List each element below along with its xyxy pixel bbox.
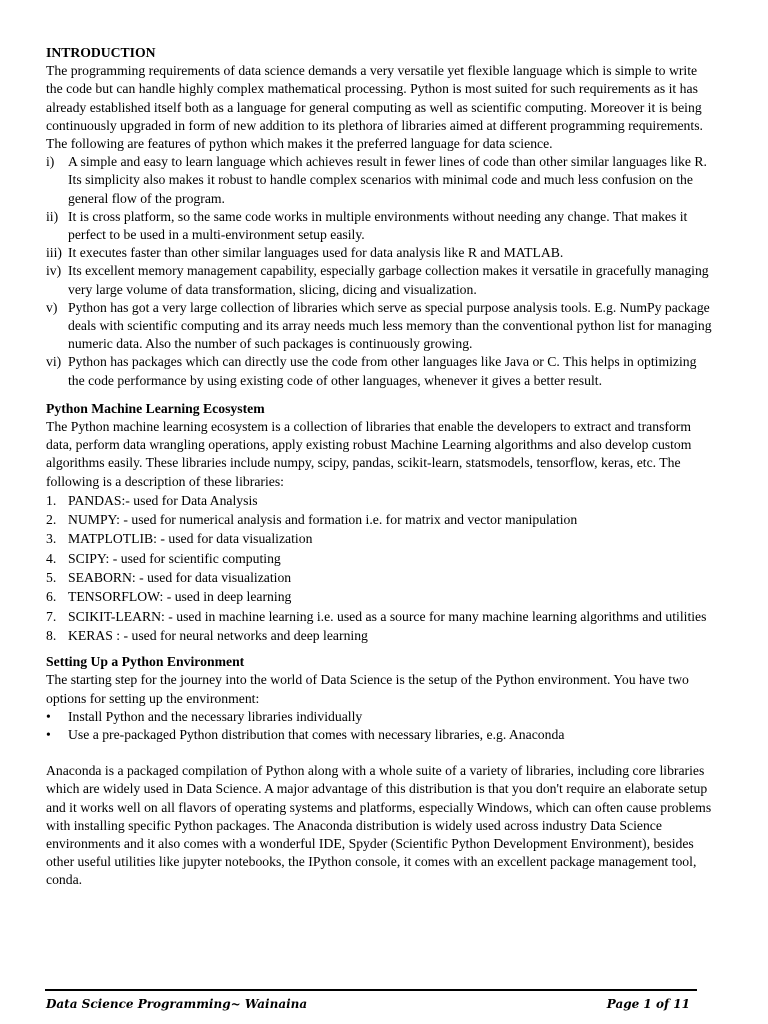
list-item bbox=[46, 244, 712, 262]
list-marker: iii) bbox=[46, 245, 62, 261]
list-item bbox=[46, 153, 712, 208]
footer-divider bbox=[45, 989, 697, 991]
page-number: Page 1 of 11 bbox=[606, 997, 690, 1011]
intro-paragraph: The programming requirements of data science demands a very versatile yet flexible language which is simple to write the code but can handle highly complex mathematical processing. Python is most suited for such requirements as it has already established itself both as a language for general computing as well as scientific computing. Moreover it is being continuously upgraded in form of new addition to its plethora of libraries aimed at different programming requirements. The following are features of python which makes it the preferred language for data science. bbox=[46, 63, 703, 152]
list-item bbox=[46, 208, 712, 244]
list-item-text: MATPLOTLIB: - used for data visualization bbox=[68, 531, 313, 547]
list-item-text: A simple and easy to learn language which achieves result in fewer lines of code than other similar languages like R. Its simplicity also makes it robust to handle complex scenarios with minimal code and much less confusion on the general flow of the program. bbox=[68, 154, 707, 206]
list-item-text: SCIKIT-LEARN: - used in machine learning i.e. used as a source for many machine learning algorithms and utilities bbox=[68, 608, 707, 624]
list-item bbox=[46, 510, 712, 529]
list-marker: 1. bbox=[46, 492, 57, 508]
footer-title: Data Science Programming~ Wainaina bbox=[46, 997, 308, 1011]
list-item bbox=[46, 262, 712, 298]
list-marker: 8. bbox=[46, 627, 57, 643]
list-item-text: PANDAS:- used for Data Analysis bbox=[68, 492, 258, 508]
intro-heading: INTRODUCTION bbox=[46, 45, 156, 60]
features-list bbox=[46, 153, 712, 390]
list-item bbox=[46, 299, 712, 354]
list-item-text: Use a pre-packaged Python distribution that comes with necessary libraries, e.g. Anaconda bbox=[68, 727, 565, 743]
list-item-text: Python has got a very large collection of libraries which serve as special purpose analysis tools. E.g. NumPy package deals with scientific computing and its array needs much less memory than the conventional python list for managing numeric data. Also the number of such packages is continuously growing. bbox=[68, 299, 712, 352]
list-item bbox=[46, 726, 712, 744]
ecosystem-heading: Python Machine Learning Ecosystem bbox=[46, 400, 265, 416]
anaconda-paragraph: Anaconda is a packaged compilation of Python along with a whole suite of a variety of libraries, including core libraries which are widely used in Data Science. A major advantage of this distribution is that you don't require an elaborate setup and it works well on all flavors of operating systems and platforms, especially Windows, which can often cause problems with installing specific Python packages. The Anaconda distribution is widely used across industry Data Science environments and it also comes with a wonderful IDE, Spyder (Scientific Python Development Environment), besides other useful utilities like jupyter notebooks, the IPython console, it comes with an excellent package management tool, conda. bbox=[46, 763, 712, 888]
list-marker: 5. bbox=[46, 570, 57, 586]
list-item-text: SEABORN: - used for data visualization bbox=[68, 570, 292, 586]
list-item-text: Python has packages which can directly use the code from other languages like Java or C. This helps in optimizing the code performance by using existing code of other languages, whenever it gives a better result. bbox=[68, 354, 697, 388]
document-body bbox=[46, 44, 712, 890]
list-marker: 6. bbox=[46, 589, 57, 605]
list-marker: vi) bbox=[46, 354, 62, 370]
setup-options-list bbox=[46, 708, 712, 744]
list-item-text: Install Python and the necessary libraries individually bbox=[68, 708, 363, 724]
list-item-text: SCIPY: - used for scientific computing bbox=[68, 550, 281, 566]
list-item bbox=[46, 708, 712, 726]
list-item bbox=[46, 491, 712, 510]
list-item-text: Its excellent memory management capability, especially garbage collection makes it versatile in gracefully managing very large volume of data transformation, slicing, dicing and visualization. bbox=[68, 263, 709, 297]
list-item-text: TENSORFLOW: - used in deep learning bbox=[68, 589, 292, 605]
setup-heading: Setting Up a Python Environment bbox=[46, 654, 245, 670]
list-item bbox=[46, 353, 712, 389]
setup-paragraph: The starting step for the journey into the world of Data Science is the setup of the Python environment. You have two options for setting up the environment: bbox=[46, 672, 689, 706]
list-item-text: It executes faster than other similar languages used for data analysis like R and MATLAB. bbox=[68, 245, 564, 261]
ecosystem-paragraph: The Python machine learning ecosystem is a collection of libraries that enable the developers to extract and transform data, perform data wrangling operations, apply existing robust Machine Learning algorithms and also develop custom algorithms easily. These libraries include numpy, scipy, pandas, scikit-learn, statsmodels, tensorflow, keras, etc. The following is a description of these libraries: bbox=[46, 419, 692, 489]
list-item bbox=[46, 587, 712, 606]
list-marker: 2. bbox=[46, 512, 57, 528]
list-item-text: It is cross platform, so the same code works in multiple environments without needing any change. That makes it perfect to be used in a multi-environment setup easily. bbox=[68, 208, 688, 243]
list-marker: i) bbox=[46, 154, 55, 170]
list-item-text: NUMPY: - used for numerical analysis and formation i.e. for matrix and vector manipulation bbox=[68, 512, 578, 528]
bullet-icon: • bbox=[46, 727, 51, 743]
list-item bbox=[46, 529, 712, 548]
list-item bbox=[46, 568, 712, 587]
list-item bbox=[46, 626, 712, 645]
list-marker: ii) bbox=[46, 208, 59, 224]
list-item-text: KERAS : - used for neural networks and deep learning bbox=[68, 627, 368, 643]
libraries-list bbox=[46, 491, 712, 645]
list-marker: 3. bbox=[46, 531, 57, 547]
list-item bbox=[46, 549, 712, 568]
list-marker: 4. bbox=[46, 550, 57, 566]
list-marker: iv) bbox=[46, 263, 62, 279]
list-item bbox=[46, 607, 712, 626]
list-marker: v) bbox=[46, 299, 58, 315]
bullet-icon: • bbox=[46, 708, 51, 724]
list-marker: 7. bbox=[46, 608, 57, 624]
